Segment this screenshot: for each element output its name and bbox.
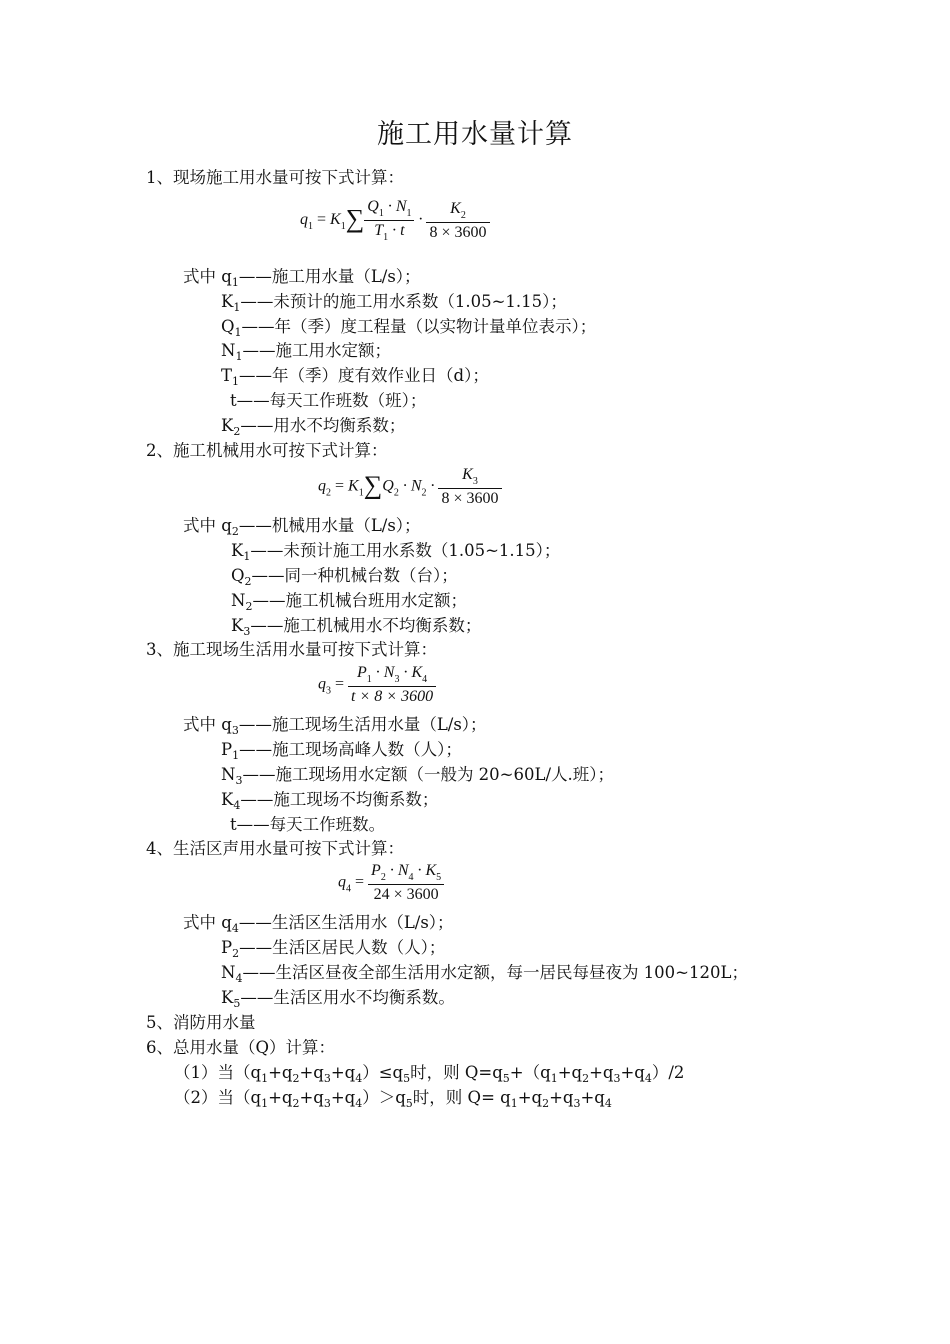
s1-var-line: t——每天工作班数（班）； bbox=[230, 390, 427, 410]
s1-var-line: $Q_1——$年（季）度工程量（以实物计量单位表示）； bbox=[221, 316, 597, 339]
s2-var-line: $N_2——$施工机械台班用水定额； bbox=[231, 591, 467, 613]
section-2-heading: 2、施工机械用水可按下式计算： bbox=[146, 441, 388, 460]
s4-var-line: $K_5——$生活区用水不均衡系数。 bbox=[221, 988, 455, 1010]
s4-var-line: $P_2——$生活区居民人数（人）； bbox=[221, 938, 446, 960]
formula-2: $q_2 = K_1\sum Q_2 \cdot N_2$ · $\frac{K_3}{8 \times 3600}$ bbox=[318, 466, 502, 508]
section-5-heading: 5、消防用水量 bbox=[146, 1013, 256, 1032]
page-title: 施工用水量计算 bbox=[377, 119, 573, 150]
s3-var-line: t——每天工作班数。 bbox=[230, 815, 386, 834]
formula-4: $q_4$ = $\frac{P_2 \cdot N_4 \cdot K_5}{24 \times 3600}$ bbox=[338, 862, 444, 904]
s2-var-line: $K_3——$施工机械用水不均衡系数； bbox=[231, 616, 482, 638]
s3-var-line: $P_1——$施工现场高峰人数（人）； bbox=[221, 740, 462, 762]
s1-var-line: $N_1——$施工用水定额； bbox=[221, 341, 391, 364]
formula-3: $q_3$ = $\frac{P_1 \cdot N_3 \cdot K_4}{t \times 8 \times 3600}$ bbox=[318, 664, 436, 706]
s1-var-line: $K_1——$未预计的施工用水系数（1.05~1.15）； bbox=[221, 292, 567, 314]
s4-where-line: 式中 $q_4——$生活区生活用水（L/s）； bbox=[183, 913, 454, 935]
section-4-heading: 4、生活区声用水量可按下式计算： bbox=[146, 839, 404, 858]
s1-var-line: $K_2——$用水不均衡系数； bbox=[221, 415, 406, 438]
s3-var-line: $N_3——$施工现场用水定额（一般为 20~60L/人.班）； bbox=[221, 765, 615, 787]
s1-where-line: 式中 $q_1——$施工用水量（L/s）； bbox=[183, 267, 421, 289]
s2-var-line: $K_1——$未预计施工用水系数（1.05~1.15）； bbox=[231, 541, 561, 563]
s3-var-line: $K_4——$施工现场不均衡系数； bbox=[221, 790, 439, 812]
total-case-2: （2）当$(q_1+q_2+q_3+q_4)>q_5$时，则 $Q= q_1+q_2+q_3+q_4$ bbox=[174, 1088, 612, 1110]
section-1-heading: 1、现场施工用水量可按下式计算： bbox=[146, 168, 404, 187]
total-case-1: （1）当$(q_1+q_2+q_3+q_4)\le q_5$时，则 $Q=q_5+(q_1+q_2+q_3+q_4)/2$ bbox=[174, 1063, 685, 1085]
formula-1: $q_1 = K_1\sum$ $\frac{Q_1 \cdot N_1}{T_1 \cdot t}$ · $\frac{K_2}{8 \times 3600}$ bbox=[300, 198, 490, 243]
section-3-heading: 3、施工现场生活用水量可按下式计算： bbox=[146, 640, 437, 659]
s2-var-line: $Q_2——$同一种机械台数（台）； bbox=[231, 566, 458, 588]
s1-var-line: $T_1——$年（季）度有效作业日（d）； bbox=[221, 366, 489, 389]
s2-where-line: 式中 $q_2——$机械用水量（L/s）； bbox=[183, 516, 421, 538]
section-6-heading: 6、总用水量（Q）计算： bbox=[146, 1038, 336, 1057]
s3-where-line: 式中 $q_3——$施工现场生活用水量（L/s）； bbox=[183, 715, 487, 737]
s4-var-line: $N_4——$生活区昼夜全部生活用水定额，每一居民每昼夜为 100~120L； bbox=[221, 963, 748, 985]
